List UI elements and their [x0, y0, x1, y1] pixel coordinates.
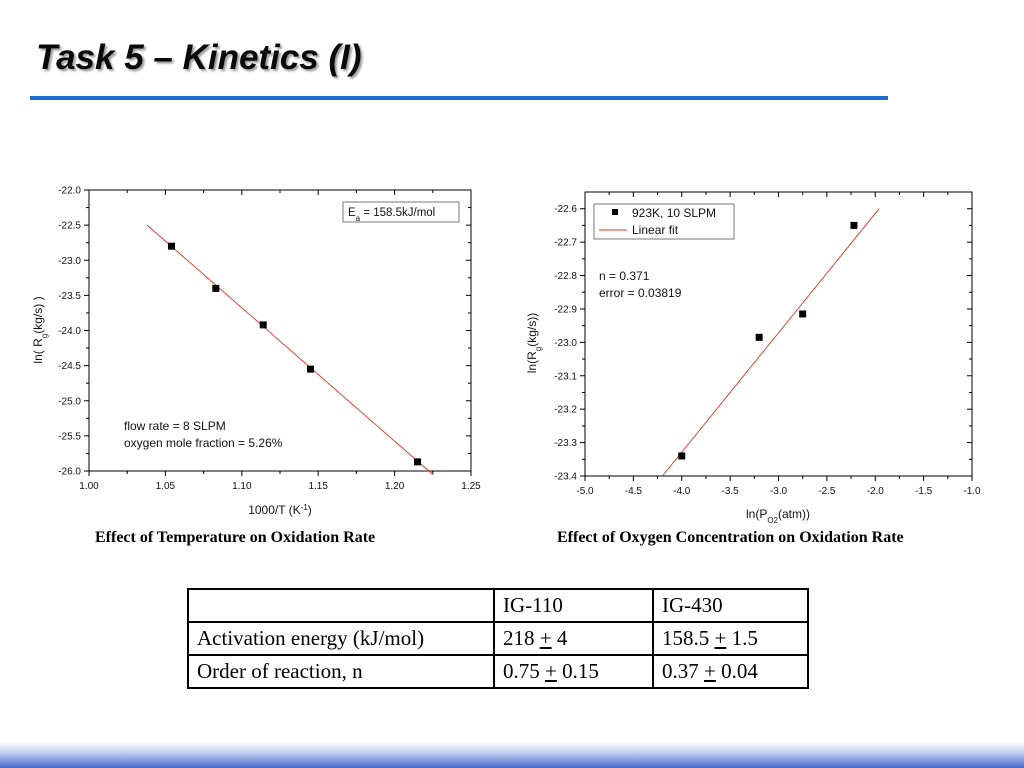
x-tick-label: 1.15: [308, 481, 328, 492]
x-axis-label: 1000/T $(K^{-1})$: [248, 502, 312, 517]
data-point: [799, 310, 806, 317]
data-point: [678, 452, 685, 459]
flow-rate-annotation: flow rate = 8 SLPM: [124, 419, 226, 433]
y-tick-label: -22.7: [554, 237, 577, 249]
x-tick-label: -2.5: [818, 486, 836, 497]
x-tick-label: -4.0: [673, 486, 691, 497]
table-cell: 0.75 + 0.15: [494, 655, 653, 688]
temperature-chart: [0, 170, 500, 530]
y-tick-label: -22.9: [554, 304, 577, 316]
y-tick-label: -23.3: [554, 438, 577, 450]
y-tick-label: -23.4: [554, 471, 577, 483]
y-tick-label: -25.0: [58, 396, 81, 408]
y-axis-label: ln( $R_g(kg/s)$ ): [31, 296, 49, 364]
data-point: [260, 321, 267, 328]
x-tick-label: -3.5: [721, 486, 739, 497]
table-header-cell: [188, 589, 494, 622]
fit-line: [662, 209, 879, 476]
data-point: [212, 285, 219, 292]
x-tick-label: -2.0: [866, 486, 884, 497]
table-row: [188, 655, 808, 688]
ea-annotation: $E_a = 158.5kJ/mol$: [348, 207, 436, 223]
x-tick-label: -1.0: [963, 486, 981, 497]
x-tick-label: -5.0: [576, 486, 594, 497]
slide-title: Task 5 – Kinetics (I): [36, 38, 362, 77]
y-tick-label: -24.0: [58, 326, 81, 337]
data-point: [414, 458, 421, 465]
table-cell: Activation energy (kJ/mol): [188, 622, 494, 655]
table-row: [188, 622, 808, 655]
x-tick-label: 1.00: [79, 481, 99, 492]
series-layer: [662, 209, 879, 476]
y-axis-label: $\ln(R_g(kg/s))$: [525, 312, 543, 374]
data-point: [850, 222, 857, 229]
title-underline: [30, 96, 888, 100]
x-tick-label: 1.20: [384, 481, 405, 492]
y-tick-label: -22.8: [554, 271, 577, 283]
table-header-row: [188, 589, 808, 622]
y-tick-label: -22.5: [58, 220, 81, 232]
x-axis-label: $\ln(P_{O2}(atm))$: [745, 507, 811, 525]
y-tick-label: -25.5: [58, 431, 81, 443]
x-tick-label: -4.5: [624, 486, 642, 497]
y-axis-ticks: [58, 186, 471, 478]
x-tick-label: 1.05: [155, 481, 176, 492]
y-tick-label: -23.5: [58, 290, 81, 302]
y-tick-label: -23.2: [554, 404, 577, 416]
table-cell: 218 + 4: [494, 622, 653, 655]
y-tick-label: -23.0: [554, 337, 577, 349]
x-tick-label: -1.5: [915, 486, 933, 497]
right-chart-caption: Effect of Oxygen Concentration on Oxidation Rate: [557, 529, 904, 546]
n-annotation: n = 0.371: [599, 269, 650, 283]
oxygen-fraction-annotation: oxygen mole fraction = 5.26%: [124, 436, 283, 450]
x-tick-label: -3.0: [769, 486, 788, 497]
table-cell: Order of reaction, n: [188, 655, 494, 688]
y-axis-ticks: [554, 204, 972, 482]
y-tick-label: -23.0: [58, 255, 81, 267]
y-tick-label: -24.5: [58, 361, 81, 373]
left-chart-caption: Effect of Temperature on Oxidation Rate: [95, 529, 376, 546]
legend-marker-points: [612, 209, 618, 215]
y-tick-label: -23.1: [554, 371, 577, 383]
kinetics-summary-table: [187, 588, 809, 689]
x-tick-label: 1.10: [232, 481, 252, 492]
table-cell: 158.5 + 1.5: [653, 622, 808, 655]
data-point: [756, 334, 763, 341]
data-point: [168, 243, 175, 250]
y-tick-label: -26.0: [58, 466, 81, 478]
table-header-cell: IG-430: [653, 589, 808, 622]
table-header-cell: IG-110: [494, 589, 653, 622]
y-tick-label: -22.6: [554, 204, 577, 216]
error-annotation: error = 0.03819: [599, 286, 682, 300]
table-cell: 0.37 + 0.04: [653, 655, 808, 688]
footer-gradient-band: [0, 742, 1024, 768]
oxygen-chart: [505, 180, 1015, 530]
legend-label-line: Linear fit: [632, 223, 679, 237]
x-tick-label: 1.25: [461, 481, 481, 492]
legend: [594, 204, 734, 239]
y-tick-label: -22.0: [58, 185, 81, 197]
legend-label-points: 923K, 10 SLPM: [632, 206, 717, 220]
data-point: [307, 366, 314, 373]
